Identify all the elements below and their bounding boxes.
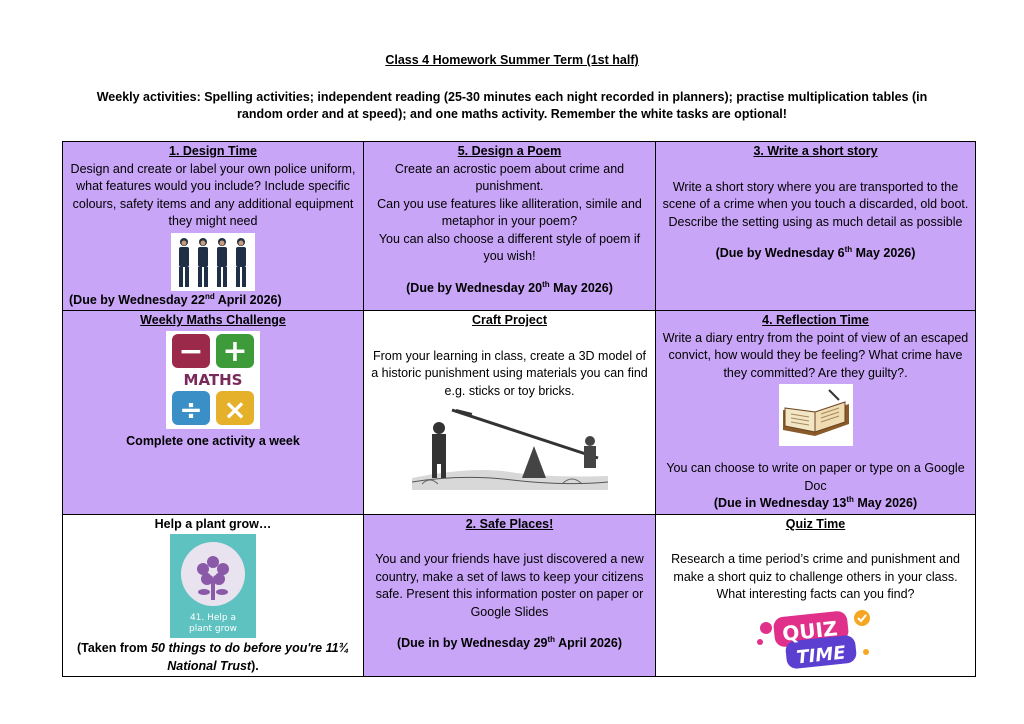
plant-badge-caption: plant grow — [189, 624, 237, 634]
quiz-logo-text: TIME — [794, 641, 847, 669]
cell-line: Create an acrostic poem about crime and punishment. — [394, 161, 625, 193]
intro-text: Weekly activities: Spelling activities; independent reading (25-30 minutes each night recorded in planners); practise multiplication tables (in random order and at speed); and one maths activity. Remember the white tasks are optional! — [96, 90, 928, 121]
cell-body: You and your friends have just discovered a new country, make a set of laws to keep your citizens safe. Present this information poster on paper or Google Slides — [375, 552, 644, 619]
cell-title: Quiz Time — [785, 516, 846, 531]
quiz-time-logo — [752, 606, 880, 674]
cell-line: Describe the setting using as much detail as possible — [668, 214, 963, 229]
cell-craft — [364, 311, 656, 515]
maths-plus-symbol: + — [222, 333, 248, 369]
cell-safe-places — [364, 514, 656, 677]
cell-title: 4. Reflection Time — [762, 313, 869, 327]
due-date: (Due by Wednesday 22nd April 2026) — [69, 291, 282, 307]
cell-body: Design and create or label your own police uniform, what features would you include? Include specific colours, safety items and any additional equipment they might need — [70, 161, 356, 228]
cell-maths — [63, 311, 364, 515]
cell-design-time — [63, 142, 364, 311]
cell-extra: You can choose to write on paper or type on a Google Doc — [666, 461, 965, 493]
cell-body: From your learning in class, create a 3D model of a historic punishment using materials you can find e.g. sticks or toy bricks. — [371, 348, 648, 398]
maths-minus-symbol: − — [178, 333, 204, 369]
open-book-image — [779, 384, 853, 446]
cell-title: Help a plant grow… — [154, 516, 272, 531]
ducking-stool-engraving — [412, 406, 608, 490]
cell-quiz — [656, 514, 976, 677]
cell-title: Craft Project — [471, 313, 548, 327]
cell-title: Weekly Maths Challenge — [140, 313, 286, 327]
due-date: (Due by Wednesday 6th May 2026) — [715, 244, 916, 260]
cell-body: Complete one activity a week — [126, 433, 300, 448]
cell-title: 1. Design Time — [169, 144, 257, 158]
cell-design-poem — [364, 142, 656, 311]
cell-short-story — [656, 142, 976, 311]
cell-plant — [63, 514, 364, 677]
maths-symbols-image — [166, 331, 260, 429]
due-date: (Due by Wednesday 20th May 2026) — [406, 279, 613, 295]
quiz-logo-text: QUIZ — [780, 615, 839, 646]
source-note: (Taken from 50 things to do before you're 11¾ National Trust). — [76, 641, 349, 673]
page-title: Class 4 Homework Summer Term (1st half) — [385, 53, 639, 67]
maths-times-symbol: × — [223, 392, 247, 426]
cell-reflection — [656, 311, 976, 515]
cell-line: Write a short story where you are transported to the scene of a crime when you touch a discarded, old boot. — [662, 179, 969, 211]
homework-grid — [62, 141, 976, 677]
plant-badge-image — [170, 534, 256, 638]
plant-badge-caption: 41. Help a — [189, 613, 237, 623]
cell-body: Research a time period’s crime and punishment and make a short quiz to challenge others in your class. What interesting facts can you find? — [671, 552, 960, 601]
cell-line: You can also choose a different style of poem if you wish! — [378, 231, 641, 263]
cell-title: 5. Design a Poem — [457, 144, 562, 158]
cell-body: Write a diary entry from the point of view of an escaped convict, how would they be feeling? What crime have they committed? Are they guilty?. — [662, 330, 969, 380]
cell-title: 3. Write a short story — [753, 144, 878, 158]
due-date: (Due in Wednesday 13th May 2026) — [713, 494, 918, 510]
maths-label: MATHS — [183, 370, 243, 389]
cell-title: 2. Safe Places! — [465, 516, 554, 531]
due-date: (Due in by Wednesday 29th April 2026) — [396, 634, 622, 650]
police-officers-image — [171, 233, 255, 291]
cell-line: Can you use features like alliteration, simile and metaphor in your poem? — [377, 196, 642, 228]
maths-divide-symbol: ÷ — [179, 392, 203, 426]
